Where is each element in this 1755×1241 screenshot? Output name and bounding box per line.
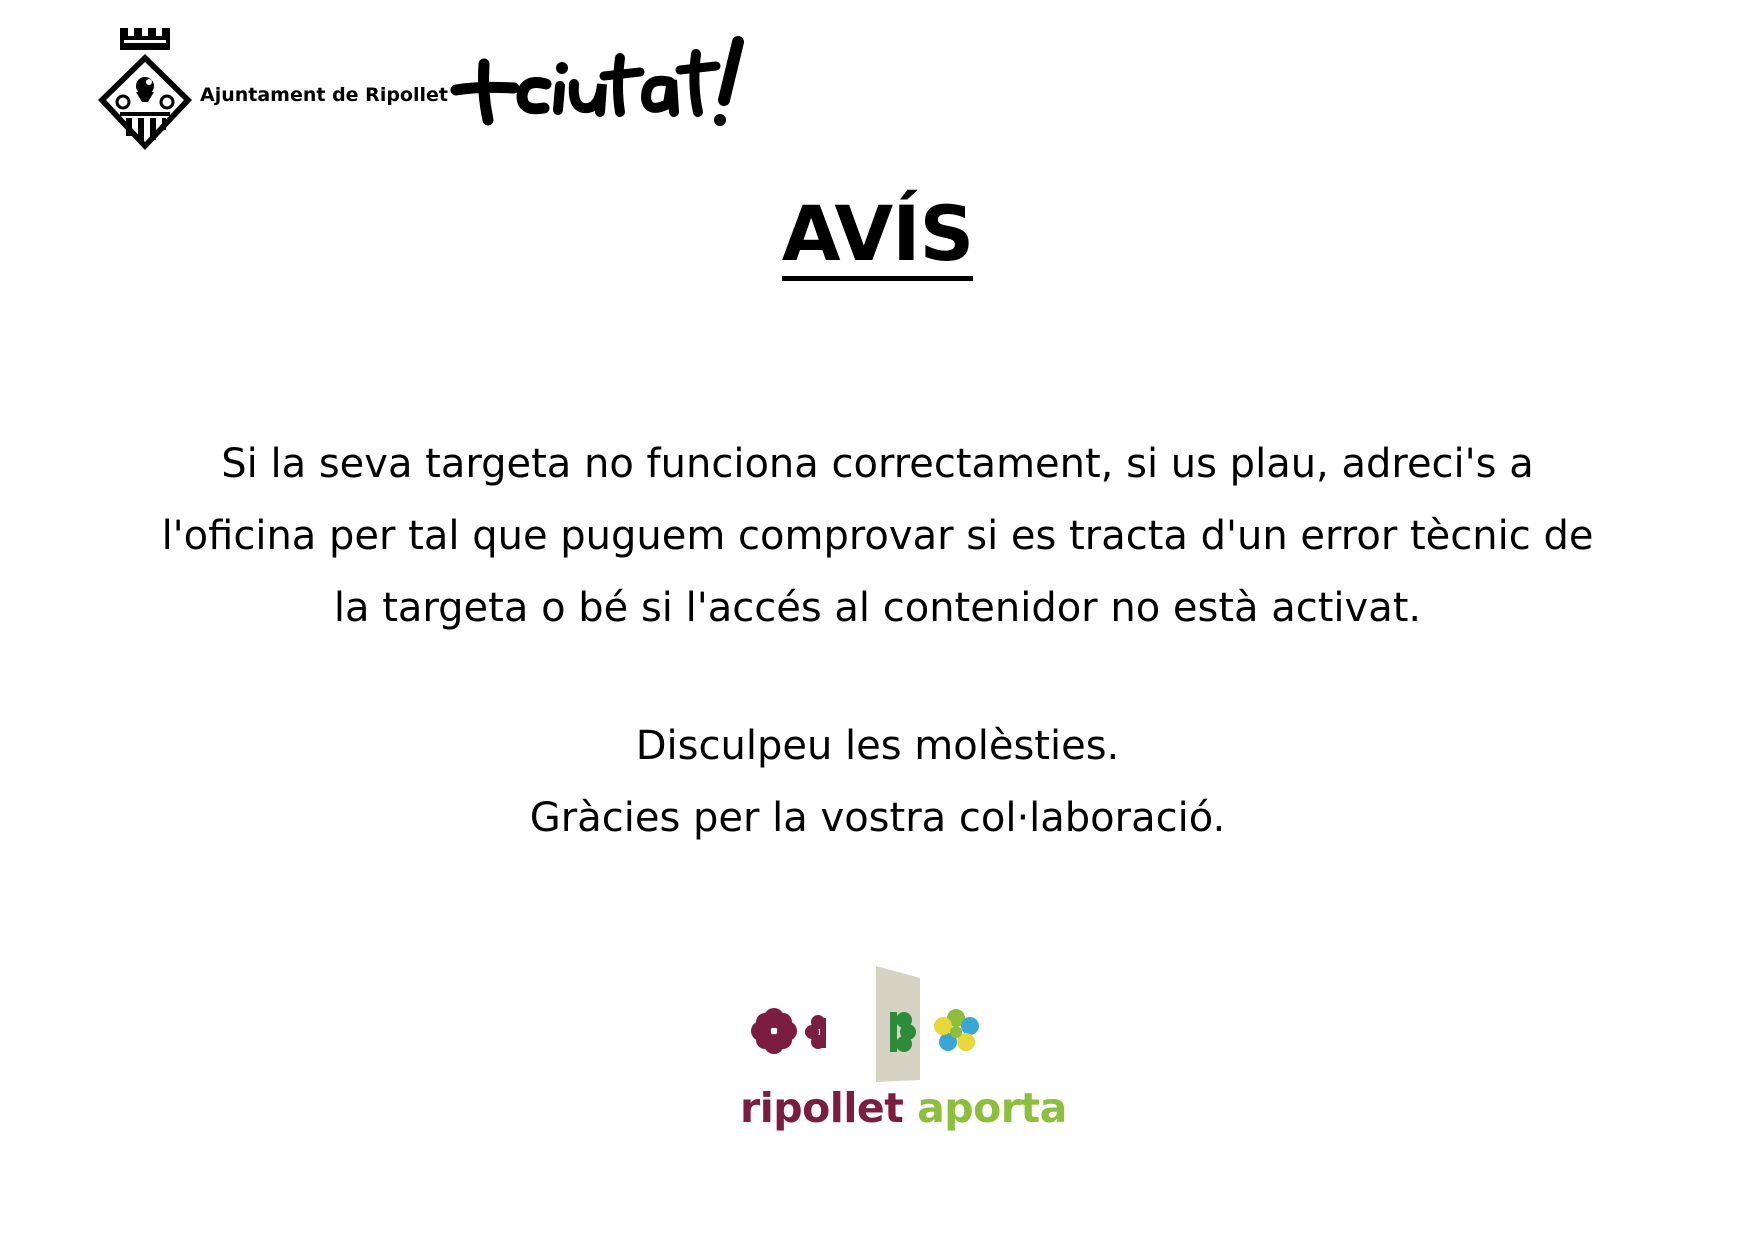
notice-closing	[0, 710, 1755, 854]
closing-apology: Disculpeu les molèsties.	[635, 723, 1120, 769]
ripollet-aporta-wordmark	[740, 1084, 1067, 1132]
wordmark-aporta: aporta	[917, 1084, 1067, 1132]
notice-title-text: AVÍS	[782, 196, 974, 281]
closing-thanks: Gràcies per la vostra col·laboració.	[529, 795, 1226, 841]
ciutat-logo	[448, 28, 748, 138]
ajuntament-label: Ajuntament de Ripollet	[200, 84, 448, 106]
header-logos	[96, 28, 756, 158]
ripollet-aporta-flowers-door-icon	[740, 966, 1060, 1086]
notice-title	[0, 189, 1755, 281]
notice-body: Si la seva targeta no funciona correctament, si us plau, adreci's a l'oficina per tal que puguem comprovar si es tracta d'un error tècnic de la targeta o bé si l'accés al contenidor no està activat.	[161, 441, 1594, 631]
coat-of-arms-icon	[96, 28, 194, 154]
ripollet-aporta-logo	[740, 966, 1067, 1146]
wordmark-ripollet: ripollet	[740, 1084, 904, 1132]
